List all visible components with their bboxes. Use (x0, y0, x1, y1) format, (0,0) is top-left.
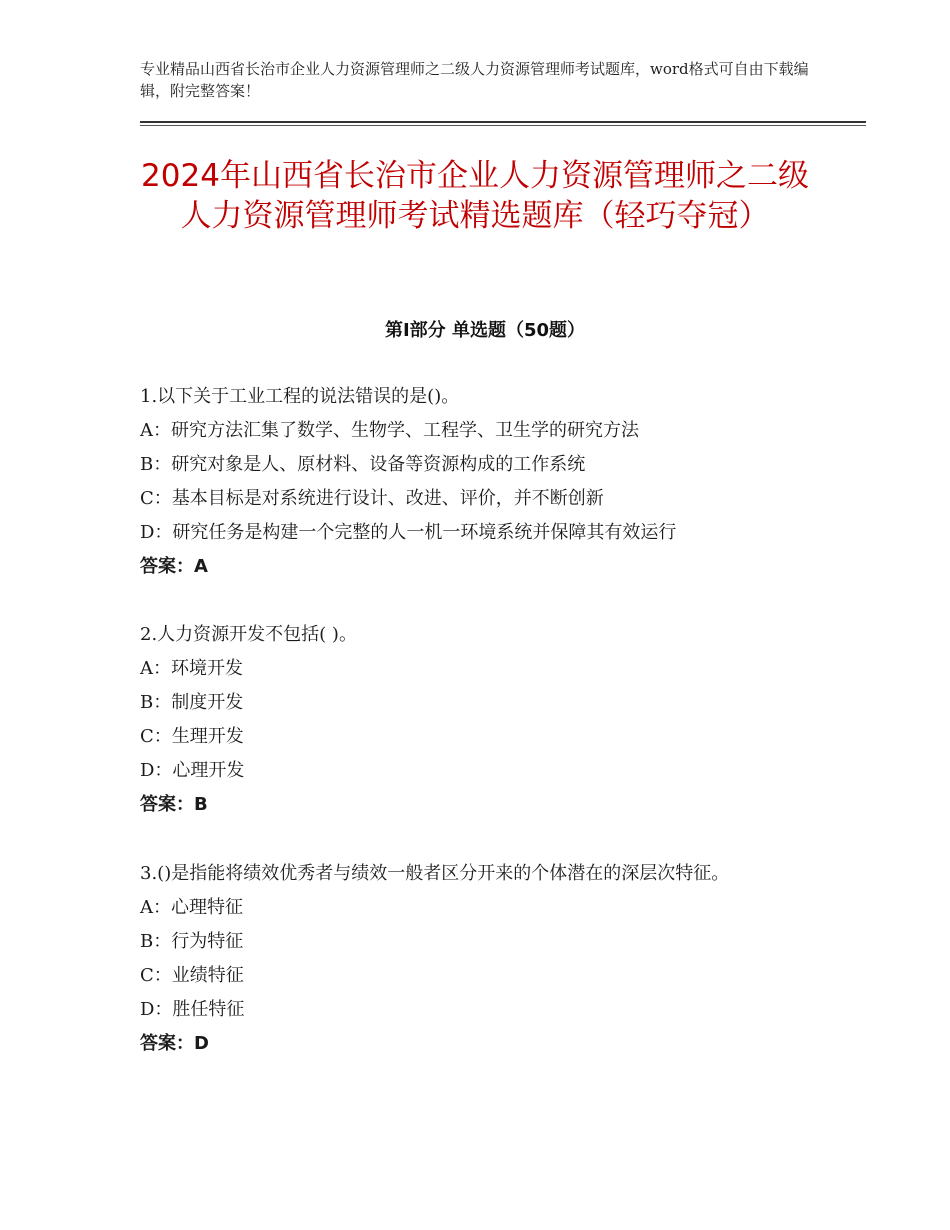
question-3 (140, 857, 830, 1061)
document-title: 2024年山西省长治市企业人力资源管理师之二级人力资源管理师考试精选题库（轻巧夺冠） (141, 158, 809, 234)
option-a: A：研究方法汇集了数学、生物学、工程学、卫生学的研究方法 (140, 420, 639, 441)
question-1 (140, 380, 830, 584)
option-d: D：胜任特征 (140, 999, 245, 1020)
question-stem: 1.以下关于工业工程的说法错误的是()。 (140, 386, 460, 407)
option-a: A：环境开发 (140, 658, 243, 679)
section-heading: 第Ⅰ部分 单选题（50题） (384, 320, 585, 341)
option-b: B：行为特征 (140, 931, 244, 952)
option-b: B：研究对象是人、原材料、设备等资源构成的工作系统 (140, 454, 586, 475)
option-c: C：业绩特征 (140, 965, 244, 986)
option-c: C：生理开发 (140, 726, 244, 747)
header-rule-thin (140, 125, 866, 126)
option-a: A：心理特征 (140, 897, 243, 918)
header-note: 专业精品山西省长治市企业人力资源管理师之二级人力资源管理师考试题库，word格式可自由下载编辑，附完整答案！ (140, 60, 809, 100)
question-stem: 2.人力资源开发不包括( )。 (140, 624, 357, 645)
option-d: D：心理开发 (140, 760, 245, 781)
option-d: D：研究任务是构建一个完整的人一机一环境系统并保障其有效运行 (140, 522, 677, 543)
answer: 答案：B (140, 794, 208, 815)
header-rule-thick (140, 121, 866, 123)
question-2 (140, 618, 830, 822)
answer: 答案：D (140, 1033, 209, 1054)
option-b: B：制度开发 (140, 692, 244, 713)
answer: 答案：A (140, 556, 208, 577)
option-c: C：基本目标是对系统进行设计、改进、评价，并不断创新 (140, 488, 604, 509)
question-stem: 3.()是指能将绩效优秀者与绩效一般者区分开来的个体潜在的深层次特征。 (140, 863, 730, 884)
